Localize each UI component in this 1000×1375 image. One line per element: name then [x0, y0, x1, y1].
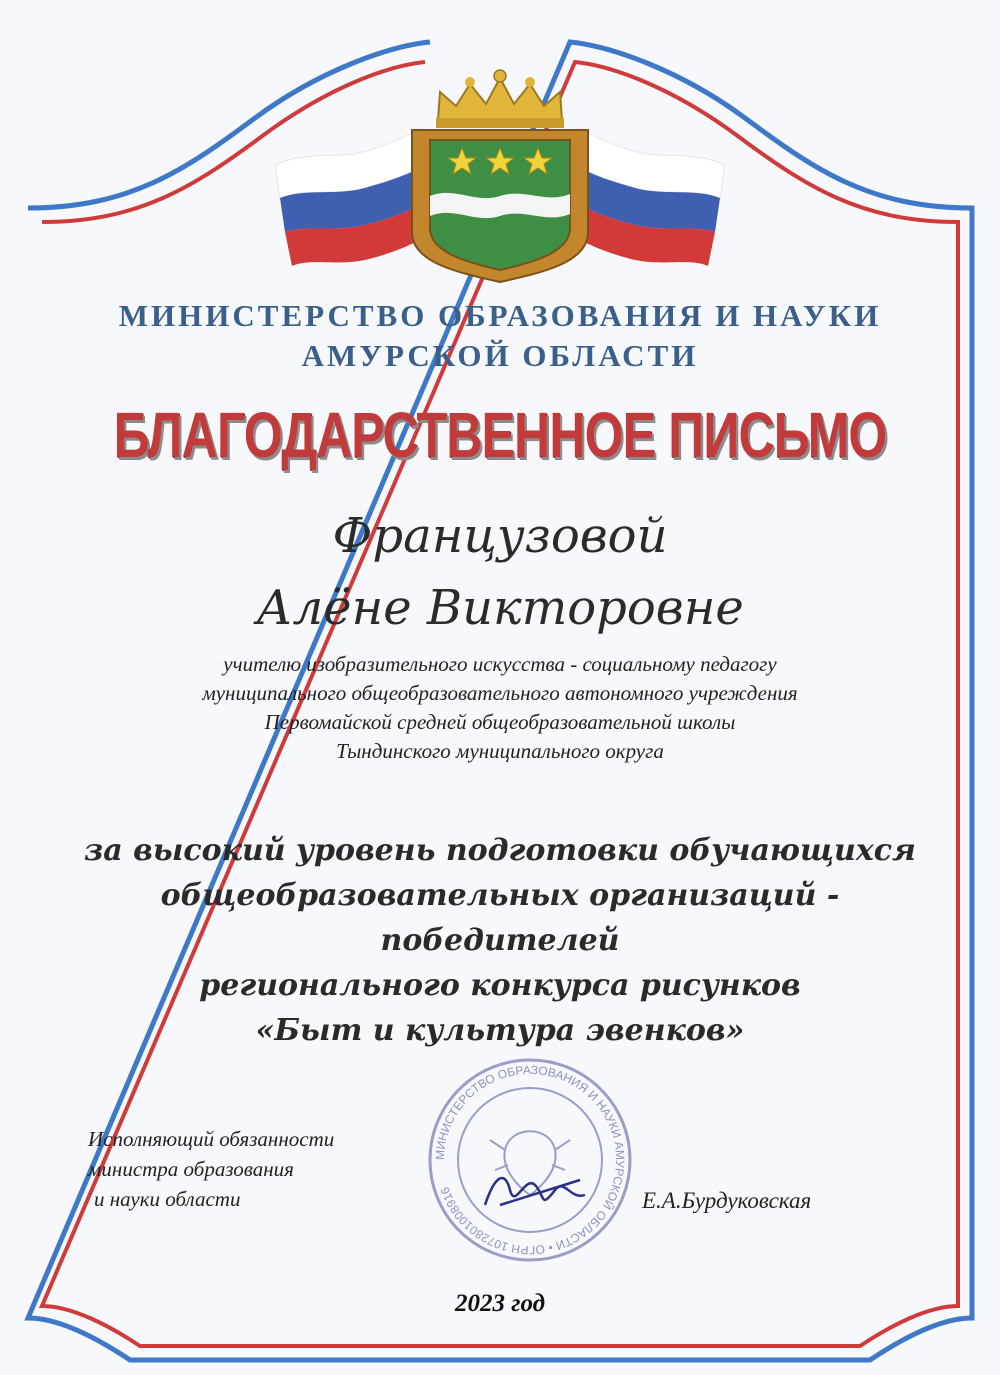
- russian-flag-right: [580, 128, 725, 266]
- reason-line: победителей: [380, 923, 620, 958]
- official-stamp-icon: [430, 1060, 630, 1260]
- position-line: Тындинского муниципального округа: [336, 739, 664, 763]
- signer-name: Е.А.Бурдуковская: [642, 1188, 812, 1213]
- signer-title-line: Исполняющий обязанности: [88, 1127, 335, 1151]
- ministry-line-1: МИНИСТЕРСТВО ОБРАЗОВАНИЯ И НАУКИ: [118, 298, 882, 333]
- signer-title-line: и науки области: [94, 1187, 241, 1211]
- svg-text:МИНИСТЕРСТВО ОБРАЗОВАНИЯ И НАУ: МИНИСТЕРСТВО ОБРАЗОВАНИЯ И НАУКИ АМУРСКОЙ ОБЛАСТИ • ОГРН 1072801008916: [432, 1062, 628, 1258]
- recipient-position: [0, 650, 1000, 766]
- reason-line: за высокий уровень подготовки обучающихся: [84, 833, 916, 868]
- award-reason: [0, 828, 1000, 1053]
- reason-line: общеобразовательных организаций -: [160, 878, 840, 913]
- position-line: учителю изобразительного искусства - социальному педагогу: [223, 652, 777, 676]
- reason-line: «Быт и культура эвенков»: [255, 1013, 745, 1048]
- document-title: БЛАГОДАРСТВЕННОЕ ПИСЬМО: [113, 399, 887, 471]
- position-line: муниципального общеобразовательного автономного учреждения: [202, 681, 798, 705]
- recipient-given-names: Алёне Викторовне: [256, 580, 744, 636]
- signer-title: [88, 1124, 418, 1214]
- document-year: 2023 год: [454, 1290, 546, 1317]
- recipient-surname: Французовой: [332, 508, 668, 564]
- reason-line: регионального конкурса рисунков: [199, 968, 801, 1003]
- russian-flag-left: [275, 128, 420, 266]
- signer-title-line: министра образования: [88, 1157, 294, 1181]
- ministry-line-2: АМУРСКОЙ ОБЛАСТИ: [301, 338, 699, 373]
- coat-of-arms-icon: [412, 70, 588, 282]
- ministry-name: [0, 296, 1000, 376]
- position-line: Первомайской средней общеобразовательной школы: [264, 710, 736, 734]
